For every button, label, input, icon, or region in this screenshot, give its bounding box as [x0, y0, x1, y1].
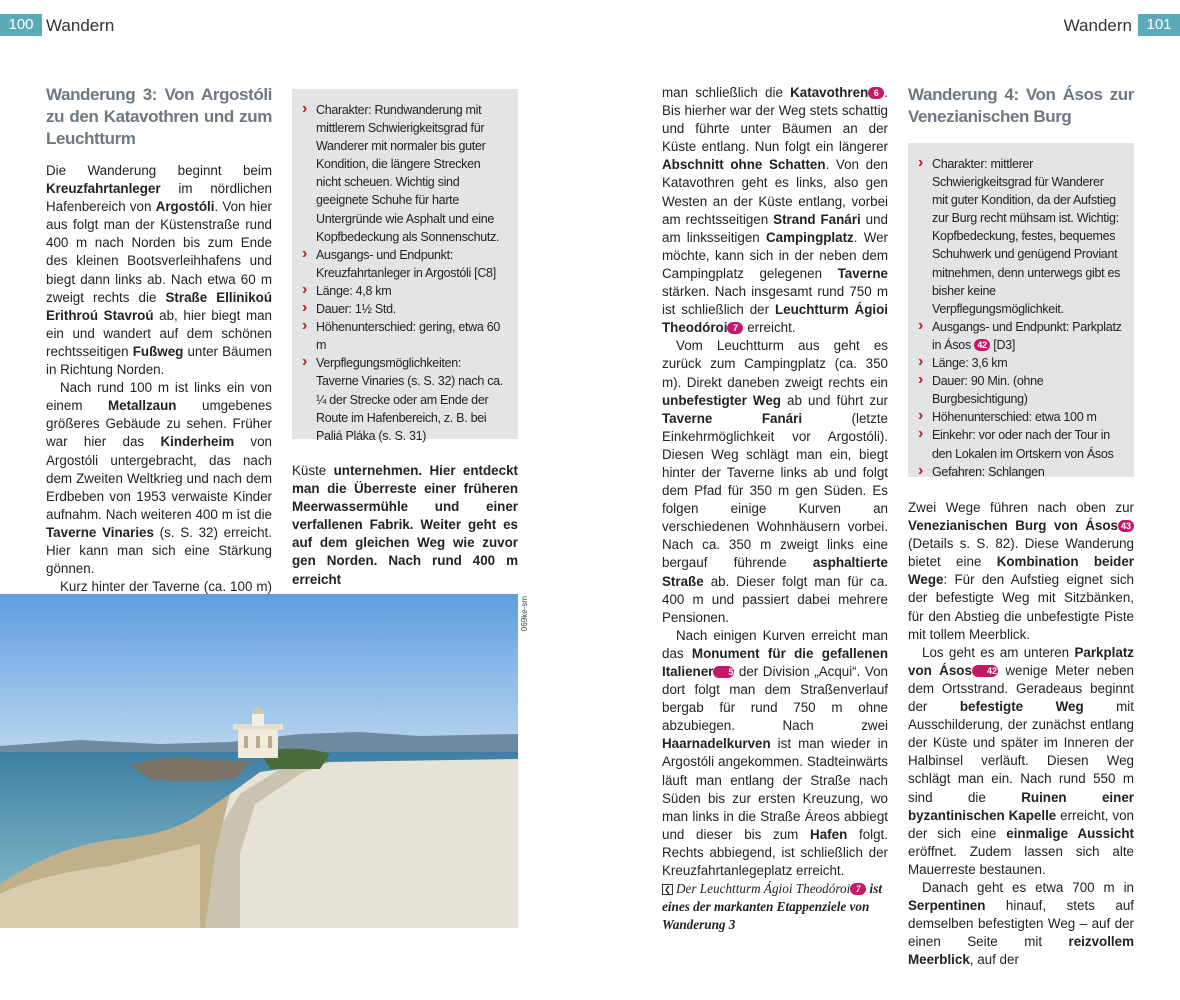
info-item — [918, 318, 1122, 354]
info-label: Charakter: — [932, 157, 988, 171]
text-run: (Details s. S. 82). Diese Wanderung bietet eine — [908, 536, 1134, 570]
info-label: Länge: — [316, 283, 353, 298]
bold-term: reizvollem Meerblick — [908, 934, 1134, 968]
text-run: wenige Meter neben dem Ortsstrand. Geradeaus beginnt der — [908, 662, 1134, 715]
info-value: 3,6 km — [971, 356, 1008, 371]
text-run: Die Wanderung beginnt beim — [46, 163, 272, 178]
info-item — [918, 463, 1122, 481]
running-head-left: Wandern — [46, 16, 115, 35]
bold-term: Taverne — [837, 265, 888, 281]
info-label: Gefahren: — [932, 464, 985, 479]
photo-caption — [662, 880, 892, 934]
info-grid-ref: [D3] — [990, 337, 1015, 352]
paragraph — [46, 162, 272, 379]
lighthouse-illustration — [0, 594, 518, 928]
text-run: der Division „Acqui“. Von dort folgt man dem Straßenverlauf bergab für rund 750 m ohne abzubiegen. Nach zwei — [662, 664, 888, 734]
right-column-2 — [908, 84, 1134, 140]
bold-term: Serpentinen — [908, 898, 986, 914]
info-value: Kreuzfahrtanleger in Argostóli [C8] — [316, 265, 496, 280]
paragraph — [46, 379, 272, 578]
info-value: Rundwanderung mit mittlerem Schwierigkeitsgrad für Wanderer mit normaler bis guter Kondition, die längere Strecken nicht scheuen. Wichtig sind geeignete Schuhe für harte Untergründe wie Asphalt und eine Kopfbedeckung als Sonnenschutz. — [316, 103, 500, 244]
bold-term: Katavothren — [790, 85, 869, 100]
paragraph — [908, 499, 1134, 644]
text-run: . Wer möchte, kann sich in der neben dem Campingplatz gelegenen — [662, 229, 888, 281]
info-label: Höhenunterschied: — [932, 410, 1032, 425]
paragraph — [908, 879, 1134, 969]
info-item — [302, 354, 506, 444]
text-run: eröffnet. Zudem lassen sich alte Mauerreste bestaunen. — [908, 843, 1134, 877]
map-marker: 6 — [868, 87, 884, 99]
text-run: ab. Dieser folgt man für ca. 400 m und passiert dabei mehrere Pensionen. — [662, 573, 888, 625]
bold-term: Kinderheim — [160, 434, 235, 450]
info-item — [918, 155, 1122, 318]
info-label: Einkehr: — [932, 428, 976, 443]
info-value: etwa 100 m — [1035, 410, 1097, 425]
info-label: Länge: — [932, 356, 969, 371]
photo-credit: 069ke-sm — [520, 596, 529, 632]
text-run: Zwei Wege führen nach oben zur — [908, 500, 1134, 515]
info-item — [918, 372, 1122, 408]
info-value: mittlerer Schwierigkeitsgrad für Wanderer mit guter Kondition, da der Aufstieg zur Burg recht mühsam ist. Wichtig: Kopfbedeckung, festes, bequemes Schuhwerk und genügend Proviant mitnehmen, denn unterwegs gibt es bisher keine Verpflegungsmöglichkeit. — [932, 157, 1121, 316]
info-value: 90 Min. (ohne Burgbesichtigung) — [932, 374, 1044, 407]
bold-term: ist eines der markanten Etappenziele von Wanderung 3 — [662, 881, 883, 933]
map-marker: 43 — [1118, 520, 1134, 532]
info-item — [302, 282, 506, 300]
paragraph — [662, 337, 888, 627]
left-column-2 — [292, 462, 518, 589]
lighthouse-photo — [0, 594, 518, 928]
bold-term: unbefestigter Weg — [662, 392, 781, 408]
map-marker: 5 — [713, 666, 734, 678]
bold-term: Leuchtturm Ágioi Theodóroi — [662, 302, 888, 336]
bold-term: Abschnitt ohne Schatten — [662, 157, 826, 173]
info-value: vor oder nach der Tour in den Lokalen im Ortskern von Ásos — [932, 428, 1114, 461]
map-marker: 7 — [850, 883, 866, 895]
text-run: Der Leuchtturm Ágioi Theodóroi — [676, 881, 851, 896]
page-number-right: 101 — [1138, 14, 1180, 36]
paragraph — [908, 644, 1134, 879]
text-run: folgt. Rechts abbiegend, ist schließlich der Kreuzfahrtanlegeplatz erreicht. — [662, 826, 888, 879]
text-run: (letzte Einkehrmöglichkeit vor Argostóli). Diesen Weg schlägt man ein, biegt hinter der Taverne links ab und folgt dem Pfad für 350 m gen Süden. Es folgen einige Kurven an verschiedenen Wohnhäusern vorbei. Nach ca. 350 m zweigt links eine bergauf führende — [662, 410, 888, 571]
bold-term: Campingplatz — [765, 229, 854, 245]
bold-term: Monument für die gefallenen Italiener — [662, 645, 888, 679]
page-number-left: 100 — [0, 14, 42, 36]
hike-3-title: Wanderung 3: Von Argostóli zu den Katavothren und zum Leuchtturm — [46, 85, 272, 148]
paragraph — [662, 84, 888, 337]
info-value: 4,8 km — [355, 283, 392, 298]
caption-text — [662, 881, 882, 932]
bold-term: Metallzaun — [108, 398, 177, 414]
paragraph — [292, 462, 518, 589]
bold-term: Strand Fanári — [773, 211, 861, 227]
map-marker: 42 — [974, 339, 990, 351]
text-run: im nördlichen Hafenbereich von — [46, 181, 272, 215]
info-label: Höhenunterschied: — [316, 320, 416, 335]
bold-term: einmalige Aussicht — [1006, 825, 1134, 841]
info-item — [918, 426, 1122, 462]
info-item — [302, 300, 506, 318]
bold-term: Venezianischen Burg von Ásos — [908, 518, 1118, 534]
text-run: von Argostóli untergebracht, das nach dem Zweiten Weltkrieg und nach dem Erdbeben von 1953 verwaiste Kinder aufnahm. Nach weiteren 400 m ist die — [46, 434, 273, 522]
bold-term: unternehmen. Hier entdeckt man die Überreste einer früheren Meerwassermühle und einer verfallenen Fabrik. Weiter geht es auf dem gleichen Weg wie zuvor gen Norden. Nach rund 400 m erreicht — [292, 463, 518, 587]
info-value: gering, etwa 60 m — [316, 320, 501, 353]
info-label: Dauer: — [316, 302, 352, 317]
left-column-1 — [46, 84, 272, 614]
bold-term: Fußweg — [132, 343, 184, 359]
text-run: erreicht, von der sich eine — [908, 807, 1134, 841]
bold-term: Ruinen einer byzantinischen Kapelle — [908, 789, 1134, 823]
bold-term: Hafen — [810, 826, 848, 842]
bold-term: Straße Ellinikoú Erithroú Stavroú — [46, 289, 272, 323]
map-marker: 7 — [727, 322, 743, 334]
text-run: ab, hier biegt man ein und wandert auf dem schönen rechtsseitigen — [46, 307, 272, 359]
right-column-2-body — [908, 499, 1134, 969]
info-list — [302, 101, 506, 445]
bold-term: Haarnadelkurven — [662, 736, 771, 752]
info-item — [302, 318, 506, 354]
text-run: man schließlich die — [662, 85, 791, 100]
bold-term: Kreuzfahrtanleger — [46, 181, 161, 197]
info-label: Verpflegungsmöglichkeiten: — [316, 356, 462, 371]
text-run: erreicht. — [743, 320, 796, 336]
bold-term: Parkplatz von Ásos — [908, 644, 1134, 678]
paragraph — [662, 627, 888, 880]
info-value: Taverne Vinaries (s. S. 32) nach ca. ¼ der Strecke oder am Ende der Route im Hafenbereich, z. B. bei Paliá Pláka (s. S. 31) — [316, 374, 503, 443]
right-column-1 — [662, 84, 888, 880]
map-marker: 42 — [972, 665, 998, 677]
bold-term: asphaltierte Straße — [662, 555, 888, 589]
text-run: Nach einigen Kurven erreicht man das — [662, 627, 888, 661]
text-run: , auf der — [969, 952, 1019, 968]
info-label: Dauer: — [932, 374, 968, 389]
info-value: Parkplatz in Ásos — [932, 319, 1122, 352]
bold-term: befestigte Weg — [959, 699, 1084, 715]
info-item — [918, 354, 1122, 372]
text-run: . Bis hierher war der Weg stets schattig und führte unter Bäumen an der Küste entlang. Nun folgt ein längerer — [662, 85, 888, 155]
text-run: Danach geht es etwa 700 m in — [922, 879, 1134, 895]
text-run: Nach rund 100 m ist links ein von einem — [46, 380, 272, 414]
info-item — [302, 101, 506, 246]
text-run: ab und führt zur — [780, 392, 889, 408]
text-run: : Für den Aufstieg eignet sich der befestigte Weg mit Sitzbänken, für den Abstieg die unbefestigte Piste mit tollem Meerblick. — [908, 572, 1134, 642]
info-value: Schlangen — [988, 464, 1045, 479]
text-run: . Von den Katavothren geht es links, also gen Westen an der Küste entlang, vorbei am rechtsseitigen — [662, 157, 888, 227]
text-run: Vom Leuchtturm aus geht es zurück zum Campingplatz (ca. 350 m). Direkt daneben zweigt rechts ein — [662, 338, 888, 390]
hike-4-title: Wanderung 4: Von Ásos zur Venezianischen Burg — [908, 85, 1134, 126]
text-run: mit Ausschilderung, der zunächst entlang der Küste und später im Inneren der Halbinsel verläuft. Diesen Weg schlägt man ein. Nach rund 550 m sind die — [908, 699, 1134, 805]
running-head-right: Wandern — [1063, 16, 1132, 35]
text-run: . Von hier aus folgt man der Küstenstraße rund 400 m nach Norden bis zum Ende des kleinen Bootsverleihhafens und biegt dann links ab. Nach etwa 60 m zweigt rechts die — [46, 199, 273, 305]
text-run: und am linksseitigen — [662, 211, 888, 245]
info-item — [302, 246, 506, 282]
bold-term: Argostóli — [155, 199, 215, 215]
text-run: umgebenes größeres Gebäude zu sehen. Früher war hier das — [46, 398, 272, 450]
text-run: Los geht es am unteren — [922, 644, 1075, 660]
info-label: Ausgangs- und Endpunkt: — [316, 247, 453, 262]
text-run: hinauf, stets auf demselben befestigten Weg – auf der einen Seite mit — [908, 898, 1134, 950]
hike-3-infobox — [292, 89, 518, 443]
text-run: unter Bäumen in Richtung Norden. — [46, 343, 272, 378]
bold-term: Taverne Vinaries — [46, 524, 154, 540]
text-run: (s. S. 32) erreicht. Hier kann man sich eine Stärkung gönnen. — [46, 524, 272, 577]
info-value: 1½ Std. — [354, 302, 396, 317]
text-run: Kurz hinter der Taverne (ca. 100 m) — [60, 579, 272, 595]
caption-arrow-icon: ❮ — [662, 884, 673, 895]
hike-4-infobox — [908, 143, 1134, 477]
bold-term: Taverne Fanári — [662, 410, 803, 426]
text-run: stärken. Nach insgesamt rund 750 m ist schließlich der — [662, 284, 888, 318]
text-run: ist man wieder in Argostóli angekommen. Stadteinwärts läuft man entlang der Straße nach Süden bis zur ersten Kreuzung, wo man links in die Straße Áreos abbiegt und dieser bis zum — [662, 736, 888, 842]
bold-term: Kombination beider Wege — [908, 554, 1134, 588]
info-label: Charakter: — [316, 103, 372, 117]
info-list — [918, 155, 1122, 481]
info-label: Ausgangs- und Endpunkt: — [932, 319, 1069, 334]
info-item — [918, 408, 1122, 426]
text-run: Küste — [292, 463, 327, 478]
